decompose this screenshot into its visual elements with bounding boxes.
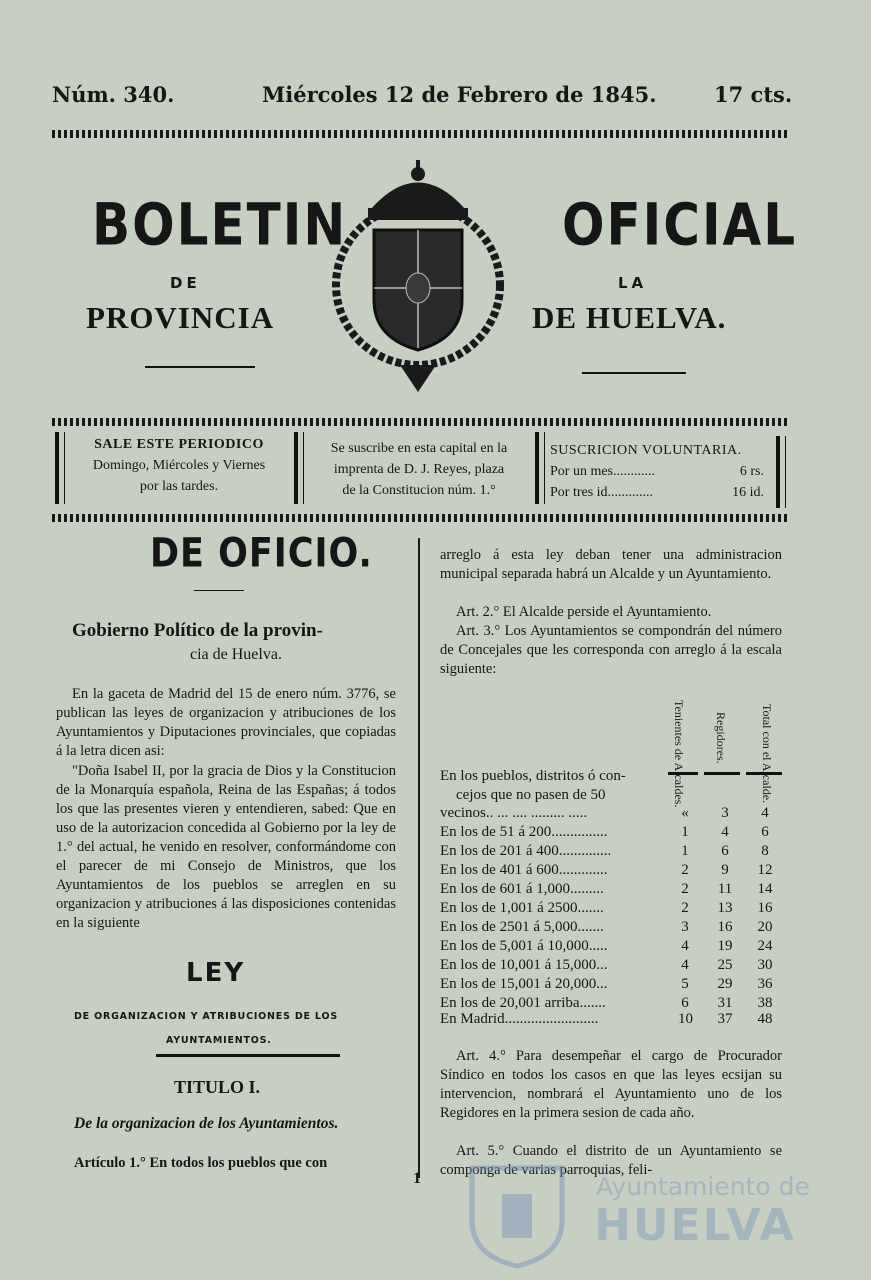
price-value: 6 rs.	[739, 464, 764, 479]
cell-total: 30	[757, 957, 773, 973]
heading-line2: cia de Huelva.	[190, 646, 282, 663]
cell-total: 48	[757, 1011, 773, 1027]
row-label: En los de 10,001 á 15,000...	[440, 957, 608, 973]
cell-tenientes: 10	[678, 1011, 693, 1027]
row-label: En los de 15,001 á 20,000...	[440, 976, 608, 992]
cell-tenientes: «	[681, 805, 689, 821]
cell-regidores: 19	[717, 938, 733, 954]
cell-total: 24	[757, 938, 773, 954]
header-rule	[704, 772, 740, 775]
cell-regidores: 13	[717, 900, 733, 916]
cell-total: 36	[757, 976, 773, 992]
cell-total: 4	[761, 805, 769, 821]
cell-tenientes: 6	[681, 995, 689, 1011]
cell-tenientes: 3	[681, 919, 689, 935]
royal-coat-of-arms-icon	[330, 160, 506, 396]
table-row	[440, 957, 780, 976]
masthead-word-la: LA	[618, 274, 648, 292]
box-bracket	[294, 432, 304, 504]
table-row	[440, 976, 780, 995]
box-bracket	[55, 432, 65, 504]
ley-rule	[156, 1054, 340, 1057]
cell-regidores: 16	[717, 919, 733, 935]
box-bracket	[776, 436, 786, 508]
box-title: SUSCRICION VOLUNTARIA.	[550, 443, 742, 458]
row-label: En los de 51 á 200...............	[440, 824, 608, 840]
row-label: En los de 1,001 á 2500.......	[440, 900, 604, 916]
watermark-line2: HUELVA	[594, 1200, 796, 1251]
cell-tenientes: 5	[681, 976, 689, 992]
decorative-rule	[52, 418, 788, 426]
price-value: 16 id.	[732, 485, 764, 500]
masthead-word-huelva: DE HUELVA.	[532, 300, 727, 335]
ley-title: LEY	[186, 958, 246, 988]
box-bracket	[535, 432, 545, 504]
row-label: En los de 401 á 600.............	[440, 862, 608, 878]
paragraph-decree: "Doña Isabel II, por la gracia de Dios y la Constitucion de la Monarquía española, Reina de las Españas; á todos los que las presentes vieren y entendieren, sabed: Que en uso de la autorizacion concedida al Gobierno por la ley de 1.° del actual, he venido en resolver, conformándome con el parecer de mi Consejo de Ministros, que los Ayuntamientos de los pueblos se arreglen en su organizacion y atribuciones á las disposiciones contenidas en la siguiente	[56, 763, 396, 931]
table-row	[440, 881, 780, 900]
issue-price: 17 cts.	[714, 82, 793, 107]
cell-tenientes: 2	[681, 862, 689, 878]
cell-total: 8	[761, 843, 769, 859]
page-number: 1	[413, 1170, 421, 1187]
cell-tenientes: 4	[681, 938, 689, 954]
cell-tenientes: 2	[681, 881, 689, 897]
article-5: Art. 5.° Cuando el distrito de un Ayuntamiento se componga de varias parroquias, feli-	[440, 1143, 782, 1178]
paragraph-continued: arreglo á esta ley deban tener una administracion municipal separada habrá un Alcalde y un Ayuntamiento.	[440, 547, 782, 582]
masthead-underline-left	[145, 366, 255, 368]
ley-subtitle-line2: AYUNTAMIENTOS.	[166, 1035, 272, 1046]
col-header-regidores: Regidores.	[714, 712, 728, 764]
heading-line1: Gobierno Político de la provin-	[72, 620, 323, 641]
masthead-underline-right	[582, 372, 686, 374]
price-label: Por un mes............	[550, 464, 655, 479]
decorative-rule	[52, 514, 788, 522]
cell-total: 38	[757, 995, 773, 1011]
box-line: Se suscribe en esta capital en la	[330, 441, 508, 456]
col-header-total: Total con el Alcalde.	[760, 704, 774, 804]
cell-regidores: 29	[717, 976, 733, 992]
article-2: Art. 2.° El Alcalde perside el Ayuntamiento.	[456, 604, 712, 620]
box-line: SALE ESTE PERIODICO	[94, 437, 264, 452]
article-3: Art. 3.° Los Ayuntamientos se compondrán del número de Concejales que les corresponda con arreglo á la escala siguiente:	[440, 623, 782, 677]
cell-regidores: 9	[721, 862, 729, 878]
row-label: En los de 2501 á 5,000.......	[440, 919, 604, 935]
table-row	[440, 862, 780, 881]
label-line: En los pueblos, distritos ó con-	[440, 768, 626, 784]
cell-total: 14	[757, 881, 773, 897]
cell-regidores: 25	[717, 957, 733, 973]
titulo-heading: TITULO I.	[174, 1077, 261, 1097]
cell-regidores: 11	[717, 881, 733, 897]
row-label: En los de 5,001 á 10,000.....	[440, 938, 608, 954]
cell-tenientes: 1	[681, 843, 689, 859]
publication-schedule-box	[68, 434, 290, 497]
masthead-word-provincia: PROVINCIA	[86, 300, 275, 335]
cell-total: 6	[761, 824, 769, 840]
masthead-word-de: DE	[170, 274, 201, 292]
table-row	[440, 919, 780, 938]
row-label: vecinos.. ... .... ......... .....	[440, 805, 588, 821]
row-label: En los de 201 á 400..............	[440, 843, 612, 859]
cell-regidores: 4	[721, 824, 729, 840]
cell-total: 20	[757, 919, 773, 935]
cell-total: 16	[757, 900, 773, 916]
cell-regidores: 37	[717, 1011, 733, 1027]
row-label: En Madrid.........................	[440, 1011, 599, 1027]
watermark-line1: Ayuntamiento de	[596, 1172, 810, 1201]
table-row	[440, 938, 780, 957]
box-line: Domingo, Miércoles y Viernes	[92, 458, 266, 473]
row-label: En los de 20,001 arriba.......	[440, 995, 606, 1011]
table-row	[440, 805, 780, 824]
table-row	[440, 843, 780, 862]
table-row	[440, 900, 780, 919]
issue-date: Miércoles 12 de Febrero de 1845.	[262, 82, 657, 107]
cell-tenientes: 4	[681, 957, 689, 973]
articulo-1: Artículo 1.° En todos los pueblos que con	[74, 1155, 328, 1171]
label-line: cejos que no pasen de 50	[456, 787, 606, 803]
cell-regidores: 31	[717, 995, 733, 1011]
masthead-word-boletin: BOLETIN	[92, 191, 348, 259]
paragraph-intro: En la gaceta de Madrid del 15 de enero núm. 3776, se publican las leyes de organizacion y atribuciones de los Ayuntamientos y Diputaciones provinciales, que copiadas á la letra dicen asi:	[56, 686, 396, 759]
price-label: Por tres id.............	[550, 485, 654, 500]
cell-total: 12	[757, 862, 773, 878]
column-divider	[418, 538, 420, 1178]
col-header-tenientes: Tenientes de Alcaldes.	[672, 700, 686, 808]
section-underline	[194, 590, 244, 591]
subscription-price-box	[550, 440, 772, 503]
cell-tenientes: 1	[681, 824, 689, 840]
cell-tenientes: 2	[681, 900, 689, 916]
section-title: DE OFICIO.	[150, 531, 373, 577]
table-row	[440, 824, 780, 843]
subscription-location-box	[305, 438, 533, 501]
header-rule	[668, 772, 698, 775]
titulo-subheading: De la organizacion de los Ayuntamientos.	[74, 1115, 339, 1132]
cell-regidores: 6	[721, 843, 729, 859]
decorative-rule	[52, 130, 788, 138]
cell-regidores: 3	[721, 805, 729, 821]
masthead-word-oficial: OFICIAL	[562, 191, 798, 259]
ley-subtitle-line1: DE ORGANIZACION Y ATRIBUCIONES DE LOS	[74, 1011, 338, 1022]
article-4: Art. 4.° Para desempeñar el cargo de Procurador Síndico en todos los casos en que las leyes ecsijan su intervencion, nombrará el Ayuntamiento uno de los Regidores en la primera sesion de cada año.	[440, 1048, 782, 1121]
table-first-label	[440, 767, 626, 805]
huelva-coat-of-arms-icon	[462, 1160, 572, 1270]
box-line: de la Constitucion núm. 1.°	[342, 483, 496, 498]
issue-number: Núm. 340.	[52, 82, 175, 107]
row-label: En los de 601 á 1,000.........	[440, 881, 604, 897]
table-row	[440, 1011, 780, 1030]
box-line: por las tardes.	[139, 479, 219, 494]
box-line: imprenta de D. J. Reyes, plaza	[333, 462, 505, 477]
header-rule	[746, 772, 782, 775]
